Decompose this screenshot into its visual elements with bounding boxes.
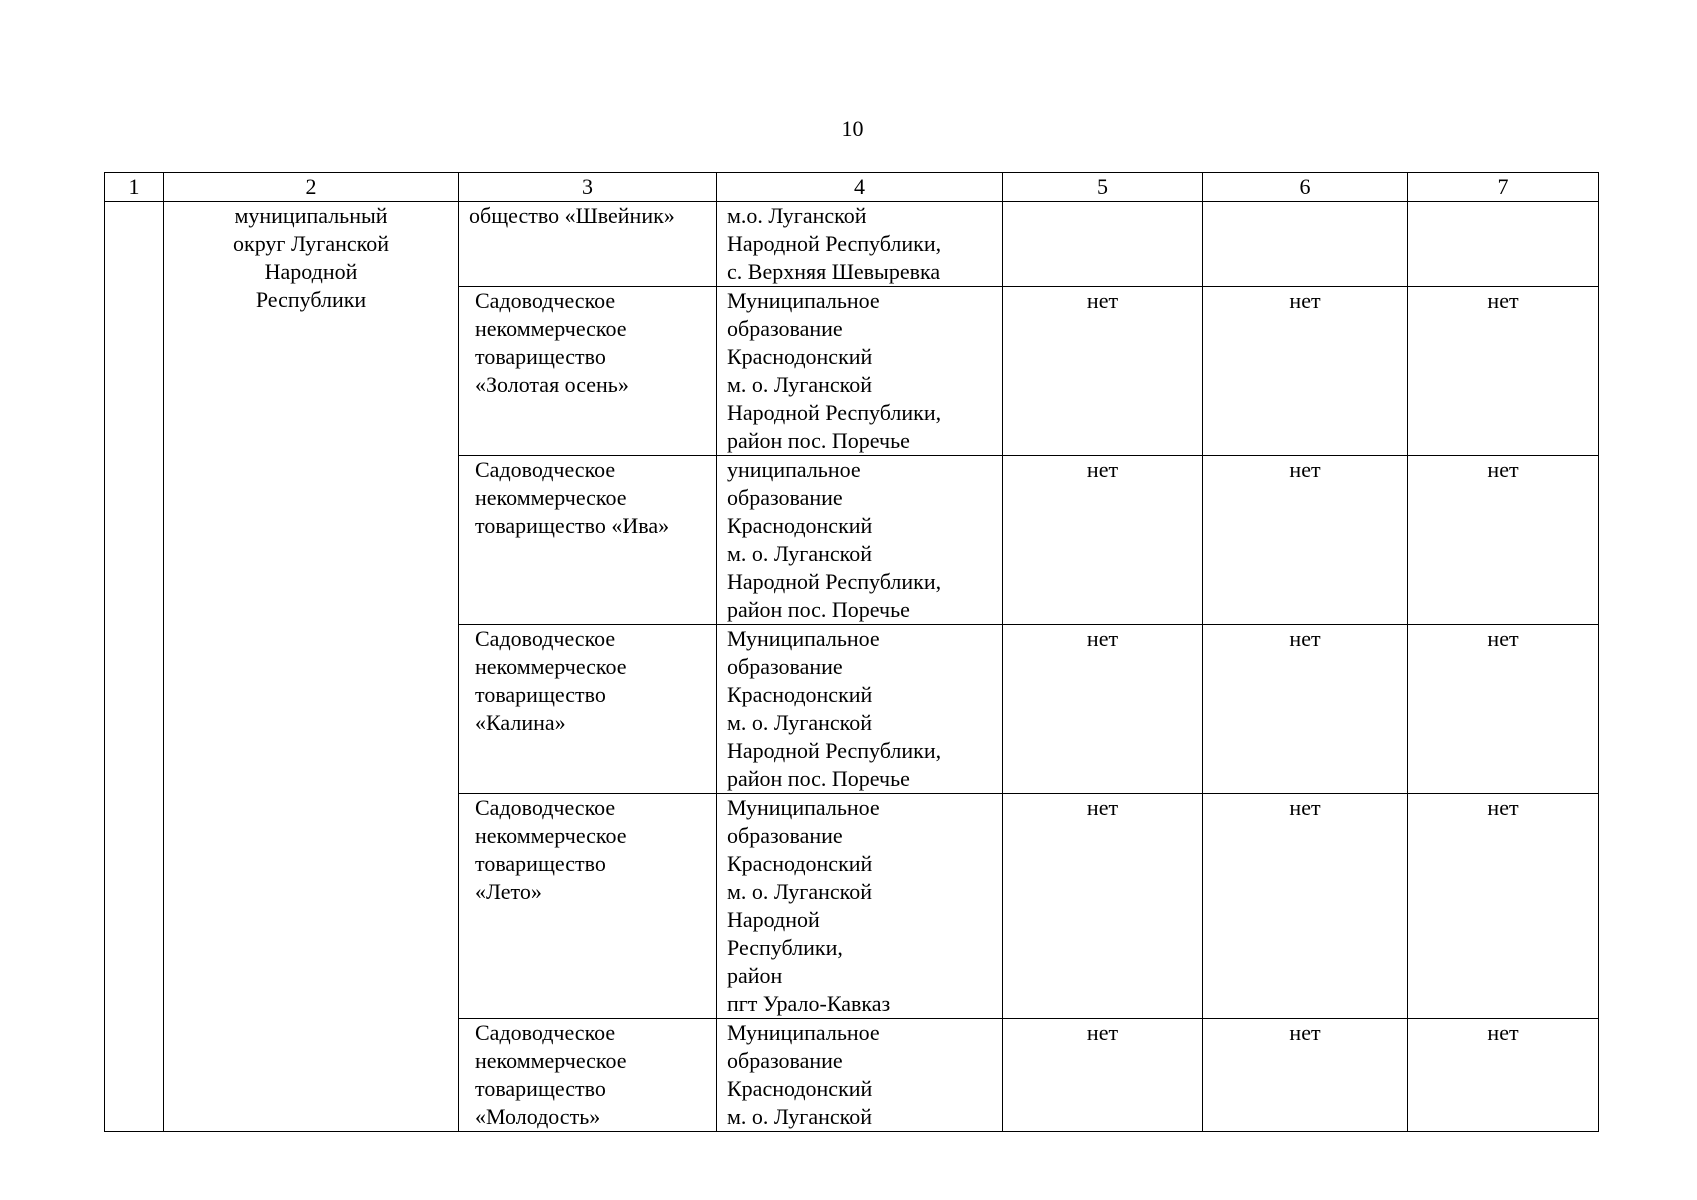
organization-name-cell bbox=[459, 202, 717, 287]
column-number-4: 4 bbox=[717, 173, 1003, 202]
location-line: м. о. Луганской bbox=[727, 710, 872, 735]
column-7-cell: нет bbox=[1408, 625, 1599, 794]
location-cell bbox=[717, 456, 1003, 625]
column-6-cell: нет bbox=[1203, 625, 1408, 794]
location-line: Народной Республики, bbox=[727, 400, 942, 425]
organization-name-line: товарищество bbox=[475, 1076, 606, 1101]
location-line: униципальное bbox=[727, 457, 861, 482]
location-cell bbox=[717, 202, 1003, 287]
column-5-cell: нет bbox=[1003, 625, 1203, 794]
organization-name-line: «Калина» bbox=[475, 710, 566, 735]
location-line: Народной Республики, bbox=[727, 569, 942, 594]
location-line: Народной bbox=[727, 907, 820, 932]
location-line: м. о. Луганской bbox=[727, 372, 872, 397]
location-line: Муниципальное bbox=[727, 795, 880, 820]
district-cell bbox=[164, 202, 459, 1132]
location-line: район пос. Поречье bbox=[727, 597, 910, 622]
location-line: м.о. Луганской bbox=[727, 203, 867, 228]
location-line: район bbox=[727, 963, 783, 988]
location-line: м. о. Луганской bbox=[727, 1104, 872, 1129]
location-line: Республики, bbox=[727, 935, 843, 960]
location-line: образование bbox=[727, 485, 843, 510]
district-line: Республики bbox=[255, 287, 367, 312]
organization-name-cell bbox=[459, 1019, 717, 1132]
organization-name-line: «Молодость» bbox=[475, 1104, 601, 1129]
organization-name-line: товарищество «Ива» bbox=[475, 513, 670, 538]
organization-name-line: товарищество bbox=[475, 682, 606, 707]
location-line: Краснодонский bbox=[727, 682, 873, 707]
location-line: Народной Республики, bbox=[727, 738, 942, 763]
organization-name-line: Садоводческое bbox=[475, 626, 616, 651]
location-line: Муниципальное bbox=[727, 288, 880, 313]
organization-name-cell bbox=[459, 794, 717, 1019]
organization-name-line: «Золотая осень» bbox=[475, 372, 629, 397]
organization-name-line: некоммерческое bbox=[475, 823, 627, 848]
column-number-7: 7 bbox=[1408, 173, 1599, 202]
location-line: пгт Урало-Кавказ bbox=[727, 991, 891, 1016]
location-line: м. о. Луганской bbox=[727, 879, 872, 904]
location-cell bbox=[717, 287, 1003, 456]
location-cell bbox=[717, 794, 1003, 1019]
column-number-1: 1 bbox=[105, 173, 164, 202]
location-line: Краснодонский bbox=[727, 344, 873, 369]
page-number: 10 bbox=[841, 116, 864, 141]
column-6-cell: нет bbox=[1203, 456, 1408, 625]
column-number-row bbox=[105, 173, 1599, 202]
location-line: район пос. Поречье bbox=[727, 766, 910, 791]
organization-name-line: некоммерческое bbox=[475, 1048, 627, 1073]
organization-name-cell bbox=[459, 456, 717, 625]
column-7-cell: нет bbox=[1408, 287, 1599, 456]
column-5-cell: нет bbox=[1003, 1019, 1203, 1132]
location-cell bbox=[717, 1019, 1003, 1132]
organization-name-line: общество «Швейник» bbox=[469, 203, 675, 228]
table-row bbox=[105, 202, 1599, 287]
location-line: образование bbox=[727, 1048, 843, 1073]
column-5-cell: нет bbox=[1003, 456, 1203, 625]
location-line: Муниципальное bbox=[727, 1020, 880, 1045]
organization-name-line: Садоводческое bbox=[475, 1020, 616, 1045]
location-line: образование bbox=[727, 316, 843, 341]
organization-name-line: товарищество bbox=[475, 851, 606, 876]
organization-name-line: «Лето» bbox=[475, 879, 542, 904]
location-line: образование bbox=[727, 654, 843, 679]
column-6-cell: нет bbox=[1203, 1019, 1408, 1132]
location-line: Краснодонский bbox=[727, 851, 873, 876]
location-line: район пос. Поречье bbox=[727, 428, 910, 453]
location-line: Краснодонский bbox=[727, 513, 873, 538]
organization-name-line: Садоводческое bbox=[475, 288, 616, 313]
column-5-cell: нет bbox=[1003, 287, 1203, 456]
organization-name-line: Садоводческое bbox=[475, 795, 616, 820]
column-5-cell bbox=[1003, 202, 1203, 287]
organization-name-line: некоммерческое bbox=[475, 485, 627, 510]
column-number-6: 6 bbox=[1203, 173, 1408, 202]
column-6-cell: нет bbox=[1203, 794, 1408, 1019]
column-7-cell: нет bbox=[1408, 1019, 1599, 1132]
registry-table bbox=[104, 172, 1599, 1132]
location-line: Муниципальное bbox=[727, 626, 880, 651]
district-line: муниципальный bbox=[234, 203, 388, 228]
organization-name-cell bbox=[459, 287, 717, 456]
column-6-cell bbox=[1203, 202, 1408, 287]
district-line: округ Луганской bbox=[233, 231, 389, 256]
location-line: с. Верхняя Шевыревка bbox=[727, 259, 941, 284]
column-6-cell: нет bbox=[1203, 287, 1408, 456]
organization-name-line: некоммерческое bbox=[475, 654, 627, 679]
organization-name-cell bbox=[459, 625, 717, 794]
location-line: образование bbox=[727, 823, 843, 848]
location-line: Краснодонский bbox=[727, 1076, 873, 1101]
column-number-3: 3 bbox=[459, 173, 717, 202]
location-cell bbox=[717, 625, 1003, 794]
column-5-cell: нет bbox=[1003, 794, 1203, 1019]
organization-name-line: товарищество bbox=[475, 344, 606, 369]
location-line: Народной Республики, bbox=[727, 231, 942, 256]
column-7-cell: нет bbox=[1408, 456, 1599, 625]
district-line: Народной bbox=[264, 259, 358, 284]
location-line: м. о. Луганской bbox=[727, 541, 872, 566]
organization-name-line: Садоводческое bbox=[475, 457, 616, 482]
column-7-cell bbox=[1408, 202, 1599, 287]
column-7-cell: нет bbox=[1408, 794, 1599, 1019]
column-number-5: 5 bbox=[1003, 173, 1203, 202]
organization-name-line: некоммерческое bbox=[475, 316, 627, 341]
column-number-2: 2 bbox=[164, 173, 459, 202]
row-number-cell bbox=[105, 202, 164, 1132]
